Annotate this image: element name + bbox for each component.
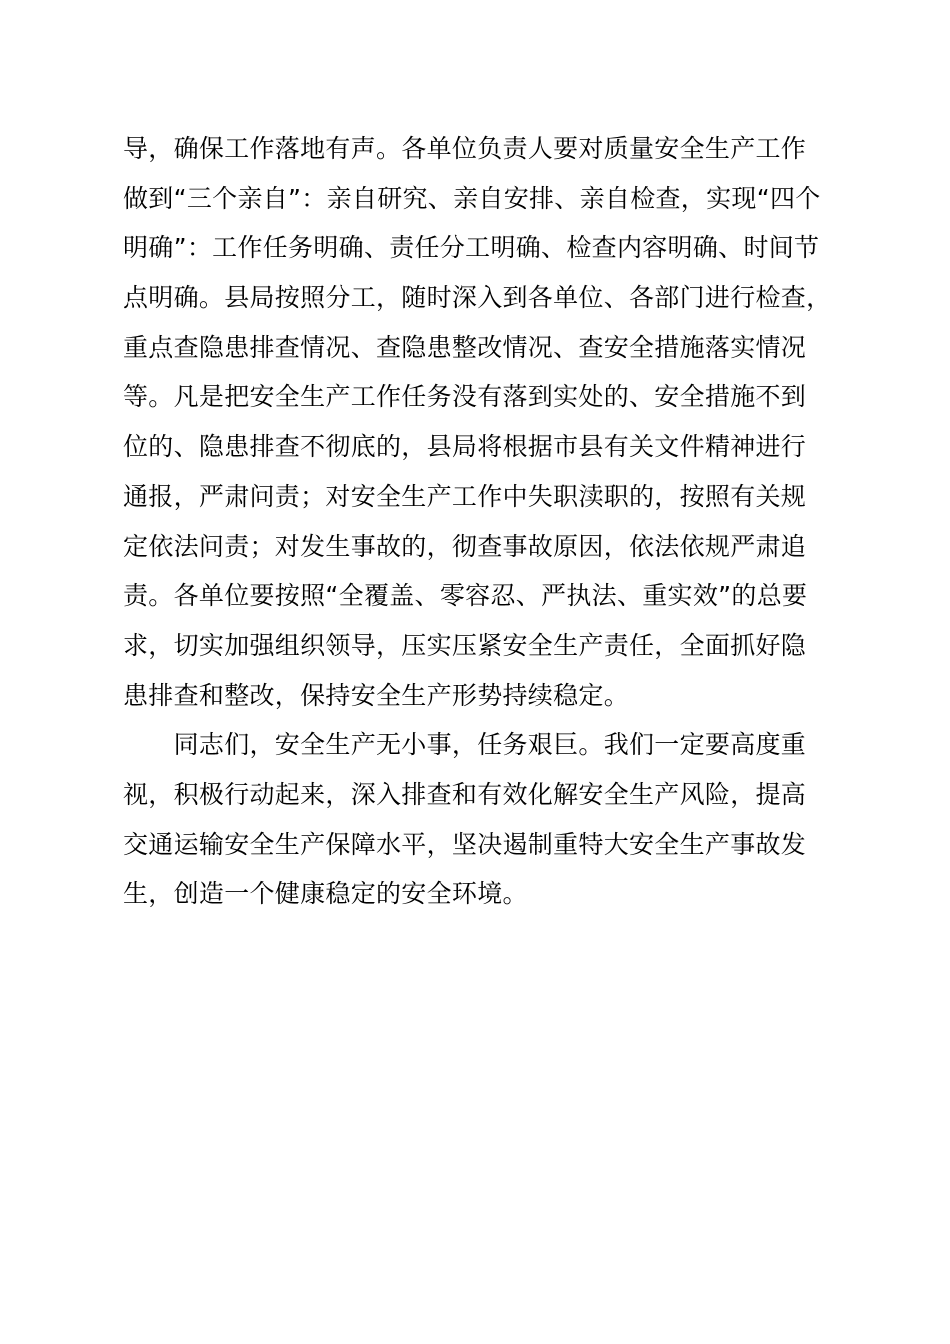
text-line: 重点查隐患排查情况、查隐患整改情况、查安全措施落实情况 <box>123 332 807 362</box>
paragraph <box>123 720 863 919</box>
text-line: 点明确。县局按照分工，随时深入到各单位、各部门进行检查， <box>123 283 832 313</box>
text-line: 患排查和整改，保持安全生产形势持续稳定。 <box>123 680 630 710</box>
text-line: 定依法问责；对发生事故的，彻查事故原因，依法依规严肃追 <box>123 531 807 561</box>
document-body <box>123 124 863 919</box>
text-line: 做到“三个亲自”：亲自研究、亲自安排、亲自检查，实现“四个 <box>123 183 821 213</box>
text-line: 生，创造一个健康稳定的安全环境。 <box>123 879 528 909</box>
text-line: 视，积极行动起来，深入排查和有效化解安全生产风险，提高 <box>123 779 807 809</box>
paragraph <box>123 124 863 720</box>
text-line: 同志们，安全生产无小事，任务艰巨。我们一定要高度重 <box>123 730 807 760</box>
text-line: 位的、隐患排查不彻底的，县局将根据市县有关文件精神进行 <box>123 432 807 462</box>
text-line: 责。各单位要按照“全覆盖、零容忍、严执法、重实效”的总要 <box>123 581 808 611</box>
text-line: 交通运输安全生产保障水平，坚决遏制重特大安全生产事故发 <box>123 829 807 859</box>
text-line: 求，切实加强组织领导，压实压紧安全生产责任，全面抓好隐 <box>123 630 807 660</box>
text-line: 通报，严肃问责；对安全生产工作中失职渎职的，按照有关规 <box>123 481 807 511</box>
text-line: 导，确保工作落地有声。各单位负责人要对质量安全生产工作 <box>123 134 807 163</box>
text-line: 明确”：工作任务明确、责任分工明确、检查内容明确、时间节 <box>123 233 820 263</box>
text-line: 等。凡是把安全生产工作任务没有落到实处的、安全措施不到 <box>123 382 807 412</box>
